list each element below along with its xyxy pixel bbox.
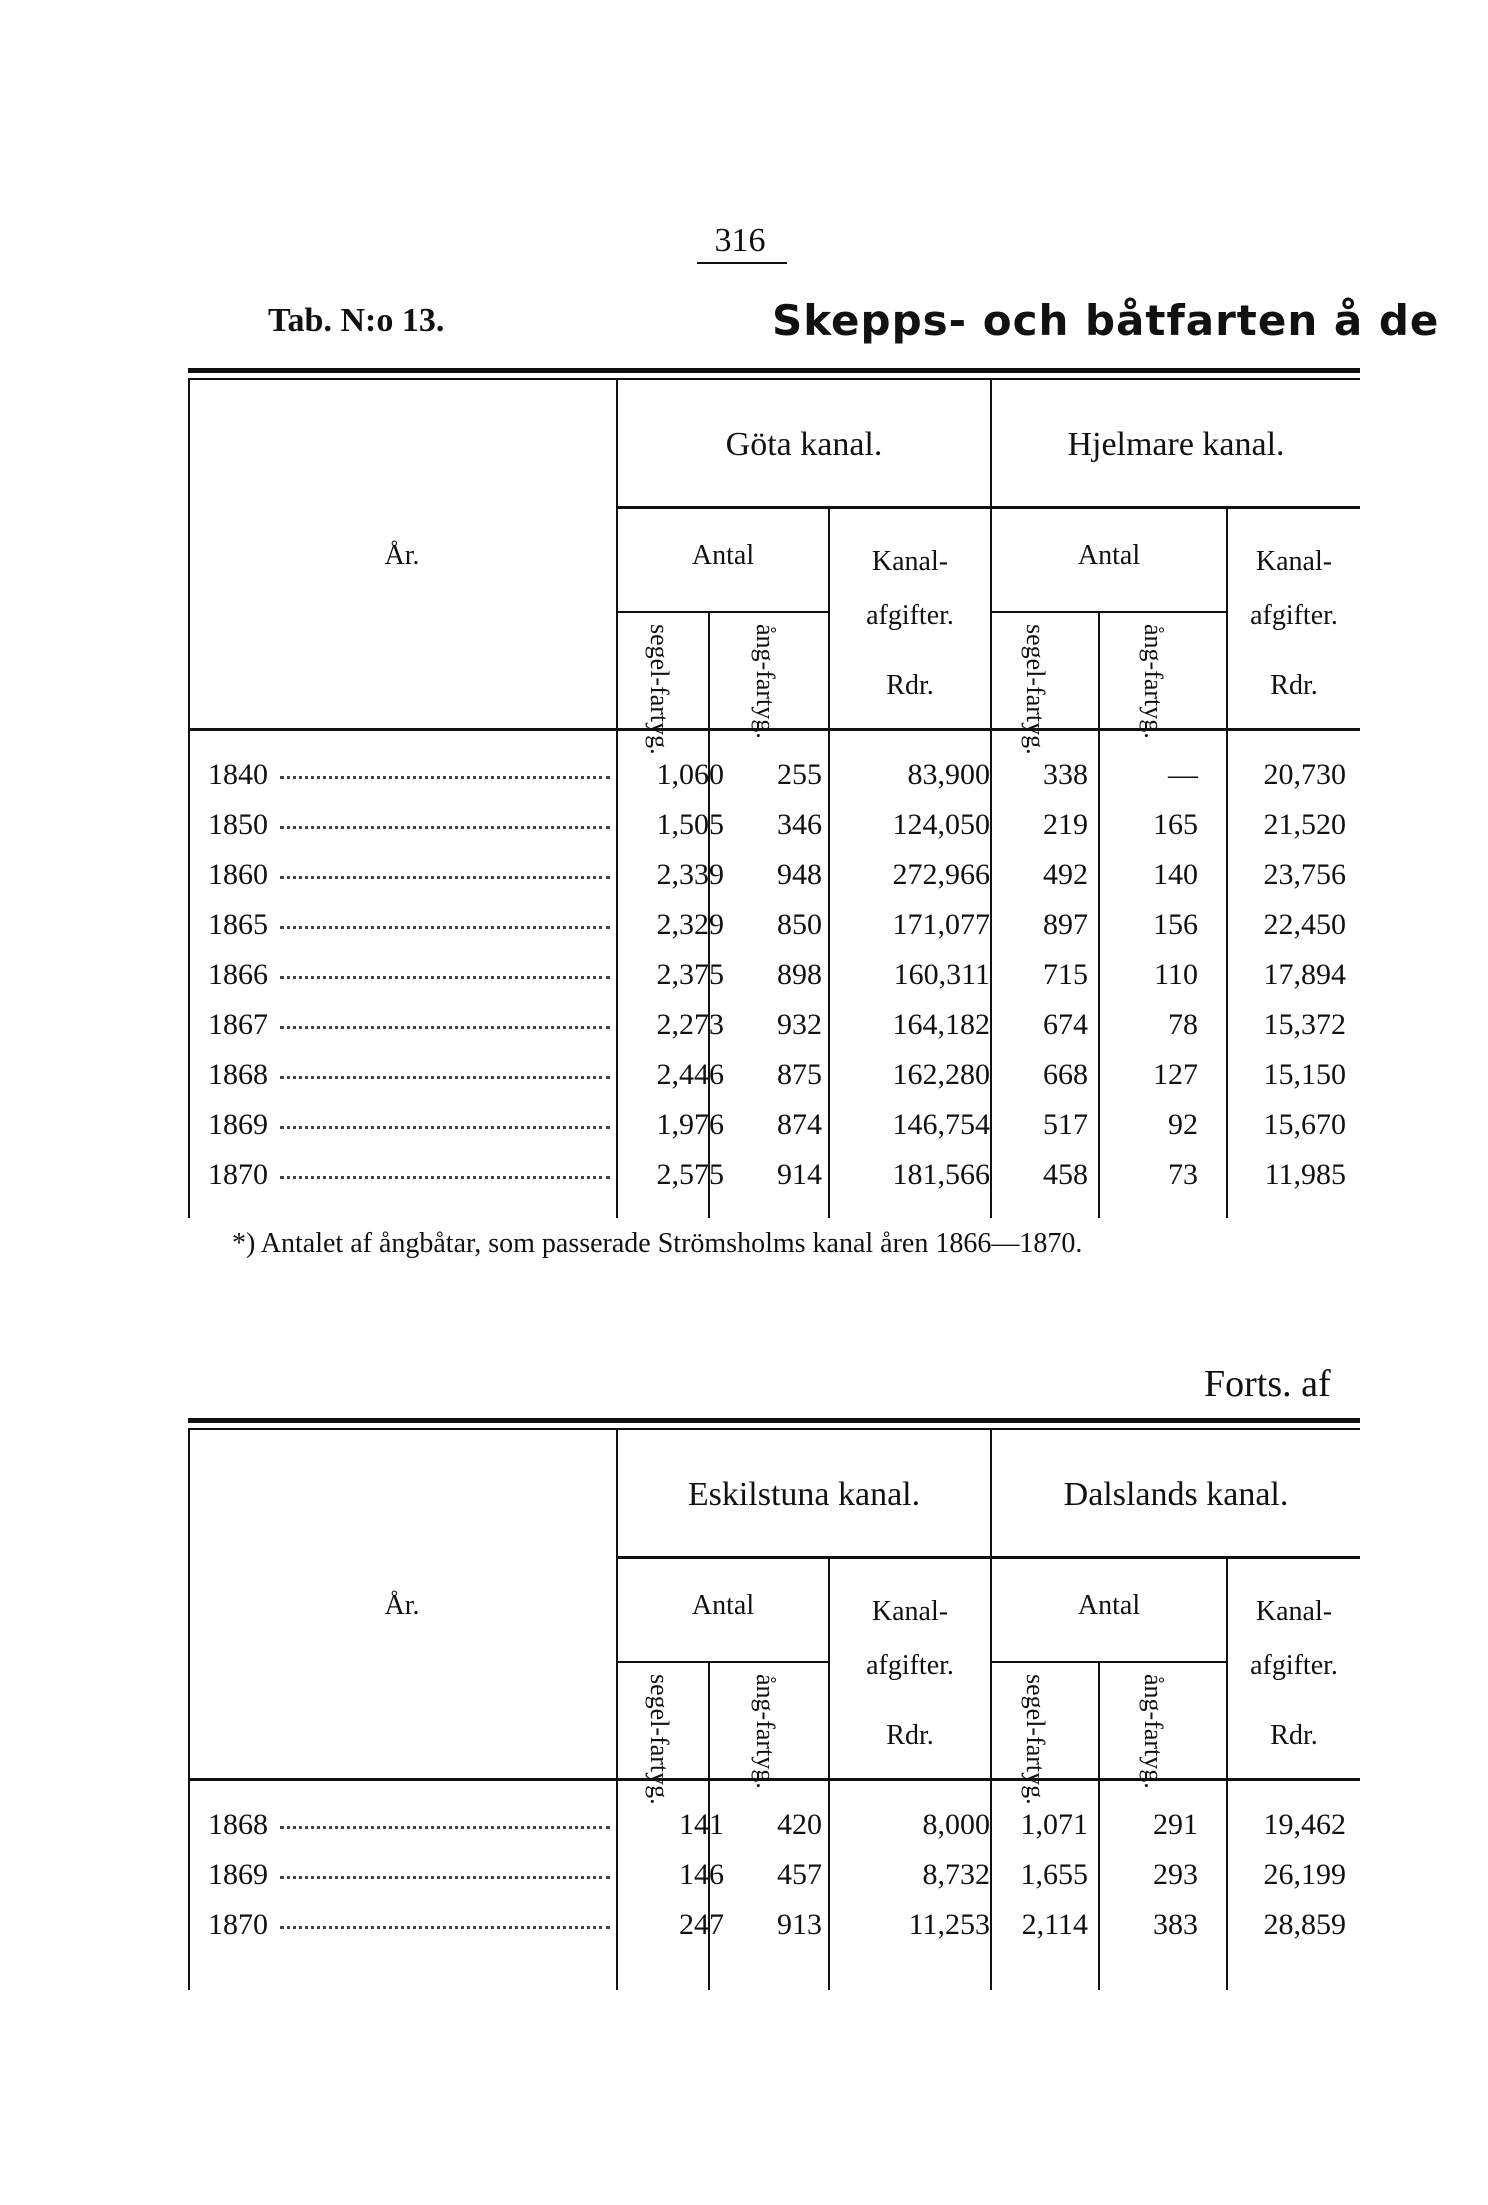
steam-header: ång-fartyg.	[1139, 1674, 1168, 1789]
year-cell: 1869	[208, 1108, 268, 1141]
canal-name-hjelmare: Hjelmare kanal.	[1067, 426, 1285, 463]
count-header: Antal	[1077, 540, 1141, 571]
year-cell: 1868	[208, 1808, 268, 1841]
leader-dots	[280, 926, 610, 929]
steam-header: ång-fartyg.	[751, 624, 780, 739]
steam-header: ång-fartyg.	[1139, 624, 1168, 739]
t2-dals-fees-cell: 19,462	[1263, 1808, 1346, 1841]
t2-esk-steam-cell: 457	[777, 1858, 822, 1891]
t1-hjelm-steam-cell: 156	[1153, 908, 1198, 941]
fees-unit: Rdr.	[886, 670, 934, 701]
t2-dals-sail-cell: 2,114	[1021, 1908, 1088, 1941]
fees-header: afgifter.	[866, 1650, 954, 1681]
t1-hjelm-sail-cell: 674	[1043, 1008, 1088, 1041]
year-cell: 1868	[208, 1058, 268, 1091]
t1-hjelm-sail-cell: 668	[1043, 1058, 1088, 1091]
fees-header: afgifter.	[1250, 1650, 1338, 1681]
t1-gota-fees-cell: 164,182	[892, 1008, 990, 1041]
leader-dots	[280, 1876, 610, 1879]
t1-gota-sail-cell: 2,446	[656, 1058, 724, 1091]
t1-hjelm-sail-cell: 517	[1043, 1108, 1088, 1141]
table-gota-hjelmare	[188, 368, 1360, 1208]
header-rule	[992, 1661, 1226, 1663]
year-cell: 1866	[208, 958, 268, 991]
t2-dals-fees-cell: 28,859	[1263, 1908, 1346, 1941]
table-row	[188, 950, 1360, 1000]
canal-name-gota: Göta kanal.	[725, 426, 883, 463]
fees-unit: Rdr.	[1270, 1720, 1318, 1751]
t2-esk-fees-cell: 8,000	[922, 1808, 990, 1841]
t1-hjelm-steam-cell: 110	[1154, 958, 1198, 991]
t1-hjelm-sail-cell: 492	[1043, 858, 1088, 891]
t2-dals-steam-cell: 383	[1153, 1908, 1198, 1941]
footnote: *) Antalet af ångbåtar, som passerade Strömsholms kanal åren 1866—1870.	[232, 1228, 1083, 1259]
sail-header: segel-fartyg.	[645, 624, 674, 755]
t2-esk-fees-cell: 8,732	[922, 1858, 990, 1891]
t1-hjelm-steam-cell: 140	[1153, 858, 1198, 891]
t1-hjelm-fees-cell: 15,670	[1263, 1108, 1346, 1141]
leader-dots	[280, 976, 610, 979]
t1-gota-steam-cell: 346	[777, 808, 822, 841]
year-cell: 1869	[208, 1858, 268, 1891]
year-cell: 1850	[208, 808, 268, 841]
canal-name-dalsland: Dalslands kanal.	[1063, 1476, 1289, 1513]
year-cell: 1867	[208, 1008, 268, 1041]
t2-esk-sail-cell: 141	[679, 1808, 724, 1841]
leader-dots	[280, 1126, 610, 1129]
header-rule	[618, 1556, 1360, 1559]
year-cell: 1860	[208, 858, 268, 891]
table-top-rule-thin	[188, 1428, 1360, 1430]
table-row	[188, 750, 1360, 800]
t1-hjelm-steam-cell: 127	[1153, 1058, 1198, 1091]
header-rule	[618, 611, 828, 613]
count-header: Antal	[691, 1590, 755, 1621]
t2-dals-steam-cell: 291	[1153, 1808, 1198, 1841]
t1-gota-steam-cell: 850	[777, 908, 822, 941]
t1-gota-fees-cell: 181,566	[892, 1158, 990, 1191]
fees-header: afgifter.	[1250, 600, 1338, 631]
leader-dots	[280, 776, 610, 779]
page-number: 316	[714, 222, 766, 259]
table-row	[188, 1050, 1360, 1100]
t1-gota-sail-cell: 1,976	[656, 1108, 724, 1141]
t1-gota-steam-cell: 875	[777, 1058, 822, 1091]
t1-gota-steam-cell: 948	[777, 858, 822, 891]
table-row	[188, 1800, 1360, 1850]
t1-gota-fees-cell: 162,280	[892, 1058, 990, 1091]
t1-gota-steam-cell: 898	[777, 958, 822, 991]
year-cell: 1870	[208, 1908, 268, 1941]
t1-hjelm-fees-cell: 11,985	[1264, 1158, 1346, 1191]
table-row	[188, 1100, 1360, 1150]
leader-dots	[280, 1026, 610, 1029]
t1-gota-sail-cell: 2,273	[656, 1008, 724, 1041]
year-cell: 1870	[208, 1158, 268, 1191]
t1-gota-sail-cell: 1,505	[656, 808, 724, 841]
fees-header: Kanal-	[871, 546, 949, 577]
t1-gota-fees-cell: 160,311	[893, 958, 990, 991]
year-cell: 1840	[208, 758, 268, 791]
t1-gota-sail-cell: 2,375	[656, 958, 724, 991]
table-number: Tab. N:o 13.	[268, 302, 445, 339]
year-header: År.	[384, 540, 420, 571]
t2-esk-fees-cell: 11,253	[908, 1908, 990, 1941]
t1-hjelm-steam-cell: 78	[1168, 1008, 1198, 1041]
count-header: Antal	[691, 540, 755, 571]
sail-header: segel-fartyg.	[1021, 1674, 1050, 1805]
fees-unit: Rdr.	[1270, 670, 1318, 701]
t2-esk-sail-cell: 146	[679, 1858, 724, 1891]
t1-hjelm-sail-cell: 458	[1043, 1158, 1088, 1191]
leader-dots	[280, 1826, 610, 1829]
t1-hjelm-sail-cell: 219	[1043, 808, 1088, 841]
table-row	[188, 850, 1360, 900]
t1-gota-steam-cell: 255	[777, 758, 822, 791]
t2-dals-sail-cell: 1,071	[1020, 1808, 1088, 1841]
table-top-rule-thin	[188, 378, 1360, 380]
table-row	[188, 1000, 1360, 1050]
t2-esk-steam-cell: 913	[777, 1908, 822, 1941]
page-number-rule	[697, 262, 787, 264]
header-rule	[618, 506, 1360, 509]
table-row	[188, 1850, 1360, 1900]
table-top-rule	[188, 1418, 1360, 1423]
t1-hjelm-fees-cell: 17,894	[1263, 958, 1346, 991]
t1-hjelm-fees-cell: 22,450	[1263, 908, 1346, 941]
sail-header: segel-fartyg.	[1021, 624, 1050, 755]
header-rule	[618, 1661, 828, 1663]
t1-hjelm-sail-cell: 338	[1043, 758, 1088, 791]
t1-hjelm-fees-cell: 20,730	[1263, 758, 1346, 791]
steam-header: ång-fartyg.	[751, 1674, 780, 1789]
t1-hjelm-sail-cell: 715	[1043, 958, 1088, 991]
year-header: År.	[384, 1590, 420, 1621]
table-top-rule	[188, 368, 1360, 373]
t1-hjelm-steam-cell: 165	[1153, 808, 1198, 841]
t1-hjelm-fees-cell: 23,756	[1263, 858, 1346, 891]
table-row	[188, 1150, 1360, 1200]
t1-gota-fees-cell: 171,077	[892, 908, 990, 941]
canal-name-eskilstuna: Eskilstuna kanal.	[687, 1476, 921, 1513]
t1-gota-sail-cell: 2,339	[656, 858, 724, 891]
leader-dots	[280, 1176, 610, 1179]
t2-esk-sail-cell: 247	[679, 1908, 724, 1941]
fees-header: Kanal-	[871, 1596, 949, 1627]
table-row	[188, 1900, 1360, 1950]
t1-hjelm-steam-cell: —	[1168, 758, 1198, 791]
t1-gota-fees-cell: 146,754	[892, 1108, 990, 1141]
t1-gota-fees-cell: 83,900	[907, 758, 990, 791]
t2-dals-steam-cell: 293	[1153, 1858, 1198, 1891]
t1-gota-steam-cell: 914	[777, 1158, 822, 1191]
t1-gota-sail-cell: 2,329	[656, 908, 724, 941]
page-title: Skepps- och båtfarten å de	[772, 296, 1440, 345]
table-row	[188, 900, 1360, 950]
fees-unit: Rdr.	[886, 1720, 934, 1751]
table-eskilstuna-dalsland	[188, 1418, 1360, 1978]
leader-dots	[280, 1926, 610, 1929]
fees-header: afgifter.	[866, 600, 954, 631]
year-cell: 1865	[208, 908, 268, 941]
t1-hjelm-fees-cell: 15,150	[1263, 1058, 1346, 1091]
count-header: Antal	[1077, 1590, 1141, 1621]
t1-gota-sail-cell: 1,060	[656, 758, 724, 791]
t1-hjelm-sail-cell: 897	[1043, 908, 1088, 941]
table-row	[188, 800, 1360, 850]
continuation-label: Forts. af	[1204, 1363, 1331, 1405]
leader-dots	[280, 876, 610, 879]
fees-header: Kanal-	[1255, 546, 1333, 577]
header-rule	[992, 611, 1226, 613]
t1-gota-sail-cell: 2,575	[656, 1158, 724, 1191]
t2-esk-steam-cell: 420	[777, 1808, 822, 1841]
t1-gota-steam-cell: 874	[777, 1108, 822, 1141]
t1-gota-steam-cell: 932	[777, 1008, 822, 1041]
sail-header: segel-fartyg.	[645, 1674, 674, 1805]
t1-gota-fees-cell: 124,050	[892, 808, 990, 841]
t1-hjelm-steam-cell: 73	[1168, 1158, 1198, 1191]
t2-dals-fees-cell: 26,199	[1263, 1858, 1346, 1891]
fees-header: Kanal-	[1255, 1596, 1333, 1627]
leader-dots	[280, 1076, 610, 1079]
t1-hjelm-fees-cell: 21,520	[1263, 808, 1346, 841]
t2-dals-sail-cell: 1,655	[1020, 1858, 1088, 1891]
t1-gota-fees-cell: 272,966	[892, 858, 990, 891]
leader-dots	[280, 826, 610, 829]
t1-hjelm-steam-cell: 92	[1168, 1108, 1198, 1141]
t1-hjelm-fees-cell: 15,372	[1263, 1008, 1346, 1041]
